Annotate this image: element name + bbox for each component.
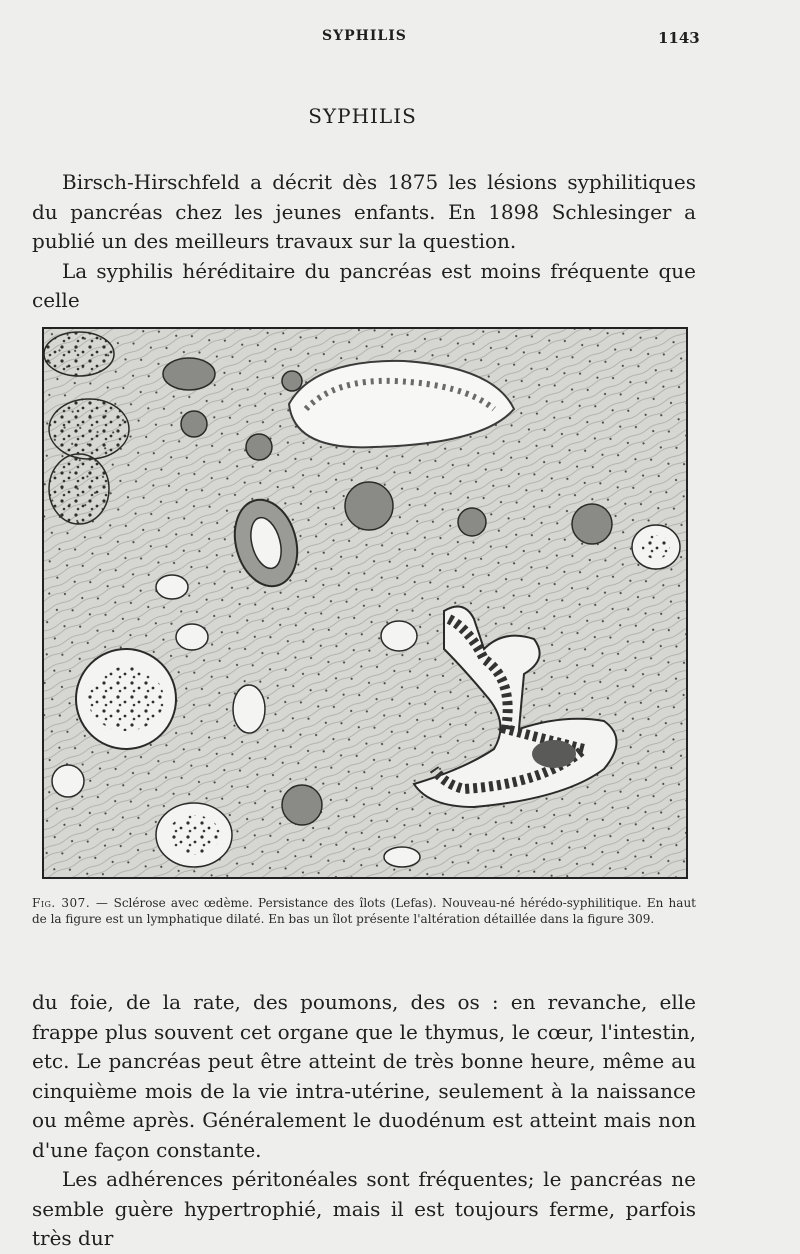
text-block-top xyxy=(32,168,696,316)
figure-label: Fig. 307. — xyxy=(32,896,109,910)
paragraph: Les adhérences péritonéales sont fréquentes; le pancréas ne semble guère hypertrophié, mais il est toujours ferme, parfois très dur xyxy=(32,1167,696,1250)
figure-caption-text: Sclérose avec œdème. Persistance des îlots (Lefas). Nouveau-né hérédo-syphilitique. En haut de la figure est un lymphatique dilaté. En bas un îlot présente l'altération détaillée dans la figure 309. xyxy=(32,896,696,926)
paragraph: La syphilis héréditaire du pancréas est moins fréquente que celle xyxy=(32,258,696,312)
paragraph: Birsch-Hirschfeld a décrit dès 1875 les lésions syphilitiques du pancréas chez les jeunes enfants. En 1898 Schlesinger a publié un des meilleurs travaux sur la question. xyxy=(32,170,696,253)
running-title: SYPHILIS xyxy=(322,28,407,44)
text-block-bottom xyxy=(32,988,696,1254)
page-number: 1143 xyxy=(658,29,700,47)
histology-figure xyxy=(42,327,688,879)
histology-illustration xyxy=(44,329,686,877)
figure-caption xyxy=(32,896,696,927)
paragraph: du foie, de la rate, des poumons, des os : en revanche, elle frappe plus souvent cet organe que le thymus, le cœur, l'intestin, etc. Le pancréas peut être atteint de très bonne heure, même au cinquième mois de la vie intra-utérine, seulement à la naissance ou même après. Généralement le duodénum est atteint mais non d'une façon constante. xyxy=(32,990,696,1162)
running-head xyxy=(0,26,800,50)
section-title: SYPHILIS xyxy=(308,104,417,128)
